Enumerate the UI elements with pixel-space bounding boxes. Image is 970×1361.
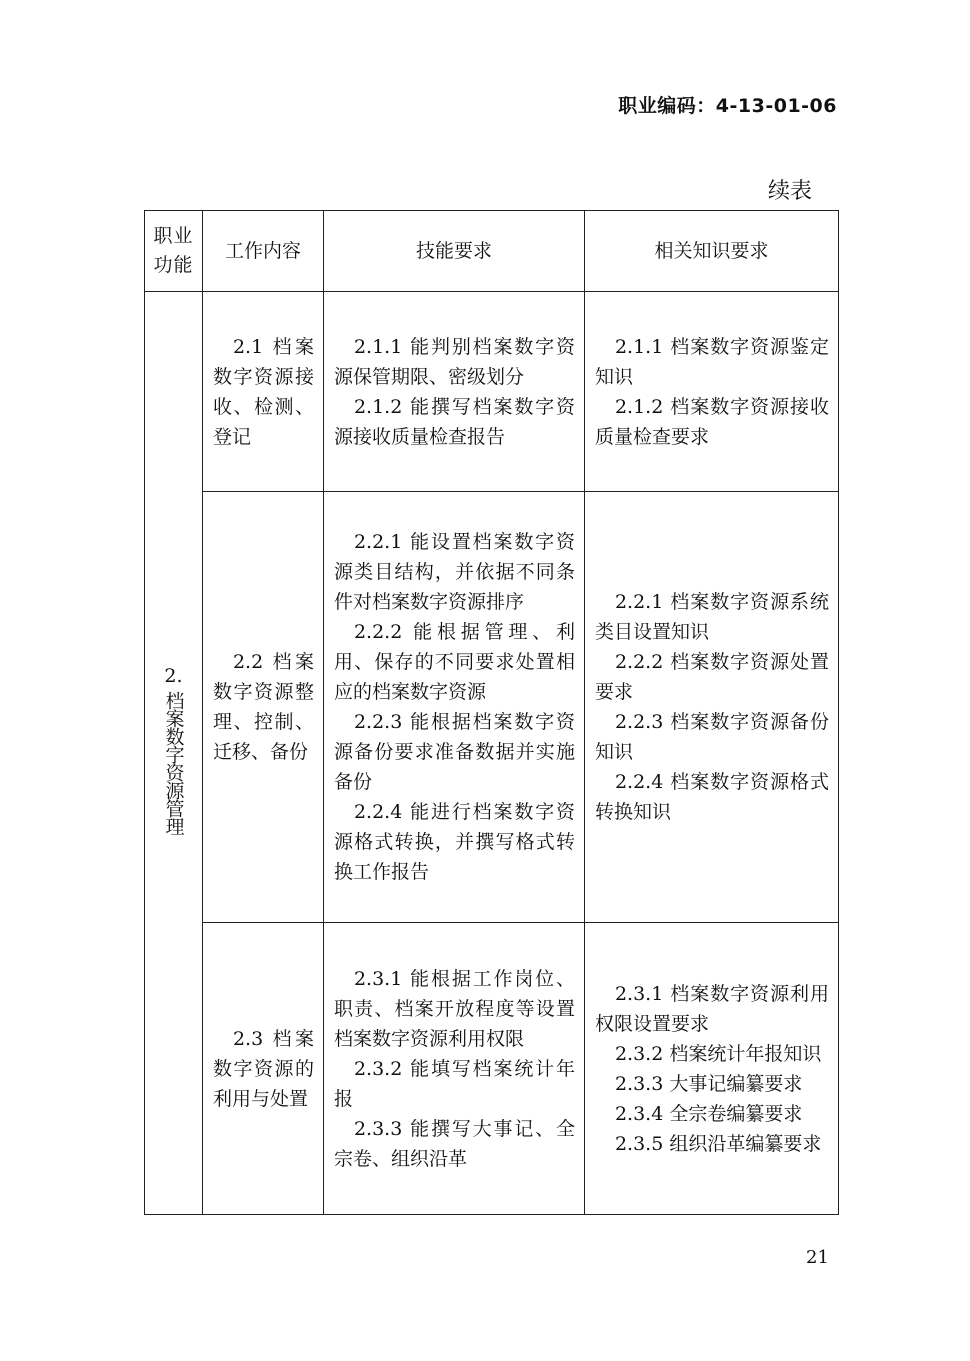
header-function [145, 211, 203, 292]
work-content-cell [203, 923, 324, 1215]
knowledge-item: 2.3.2 档案统计年报知识 [614, 1042, 822, 1065]
skills-cell [324, 923, 585, 1215]
knowledge-item: 2.2.3 档案数字资源备份知识 [595, 711, 829, 763]
work-content-text: 2.2 档案数字资源整理、控制、迁移、备份 [213, 651, 314, 763]
knowledge-cell [585, 292, 839, 492]
work-content-text: 2.3 档案数字资源的利用与处置 [213, 1027, 314, 1110]
page-number: 21 [806, 1247, 829, 1268]
knowledge-item: 2.1.1 档案数字资源鉴定知识 [595, 335, 829, 388]
continuation-label: 续表 [768, 179, 813, 204]
skill-item: 2.3.1 能根据工作岗位、职责、档案开放程度等设置档案数字资源利用权限 [334, 967, 575, 1050]
skill-item: 2.2.4 能进行档案数字资源格式转换，并撰写格式转换工作报告 [334, 801, 575, 883]
skill-item: 2.2.3 能根据档案数字资源备份要求准备数据并实施备份 [334, 711, 575, 793]
skill-item: 2.2.1 能设置档案数字资源类目结构，并依据不同条件对档案数字资源排序 [334, 531, 575, 613]
header-work-content: 工作内容 [203, 211, 324, 292]
table-header-row [145, 211, 839, 292]
header-skills: 技能要求 [324, 211, 585, 292]
skill-item: 2.2.2 能根据管理、利用、保存的不同要求处置相应的档案数字资源 [334, 621, 575, 703]
knowledge-item: 2.3.1 档案数字资源利用权限设置要求 [595, 982, 829, 1035]
function-name: 档案数字资源管理 [162, 690, 185, 835]
knowledge-item: 2.2.1 档案数字资源系统类目设置知识 [595, 591, 829, 643]
skills-cell [324, 492, 585, 923]
work-content-cell [203, 492, 324, 923]
header-knowledge: 相关知识要求 [585, 211, 839, 292]
knowledge-item: 2.3.5 组织沿革编纂要求 [614, 1132, 822, 1155]
table-row [145, 292, 839, 492]
knowledge-item: 2.3.3 大事记编纂要求 [614, 1072, 803, 1095]
skill-item: 2.1.2 能撰写档案数字资源接收质量检查报告 [334, 395, 575, 448]
skills-cell [324, 292, 585, 492]
table-row [145, 923, 839, 1215]
knowledge-cell [585, 492, 839, 923]
work-content-cell [203, 292, 324, 492]
function-number: 2. [164, 664, 183, 687]
skill-item: 2.1.1 能判别档案数字资源保管期限、密级划分 [334, 335, 575, 388]
table-row [145, 492, 839, 923]
work-content-text: 2.1 档案数字资源接收、检测、登记 [213, 335, 314, 448]
skill-item: 2.3.2 能填写档案统计年报 [334, 1057, 575, 1110]
function-cell [145, 292, 203, 1215]
knowledge-item: 2.1.2 档案数字资源接收质量检查要求 [595, 395, 829, 448]
header-function-label: 职业功能 [153, 225, 194, 276]
occupation-code: 职业编码：4-13-01-06 [618, 95, 837, 117]
skills-table [144, 210, 839, 1215]
knowledge-item: 2.2.4 档案数字资源格式转换知识 [595, 771, 829, 823]
knowledge-cell [585, 923, 839, 1215]
skill-item: 2.3.3 能撰写大事记、全宗卷、组织沿革 [334, 1117, 575, 1170]
knowledge-item: 2.3.4 全宗卷编纂要求 [614, 1102, 803, 1125]
knowledge-item: 2.2.2 档案数字资源处置要求 [595, 651, 829, 703]
